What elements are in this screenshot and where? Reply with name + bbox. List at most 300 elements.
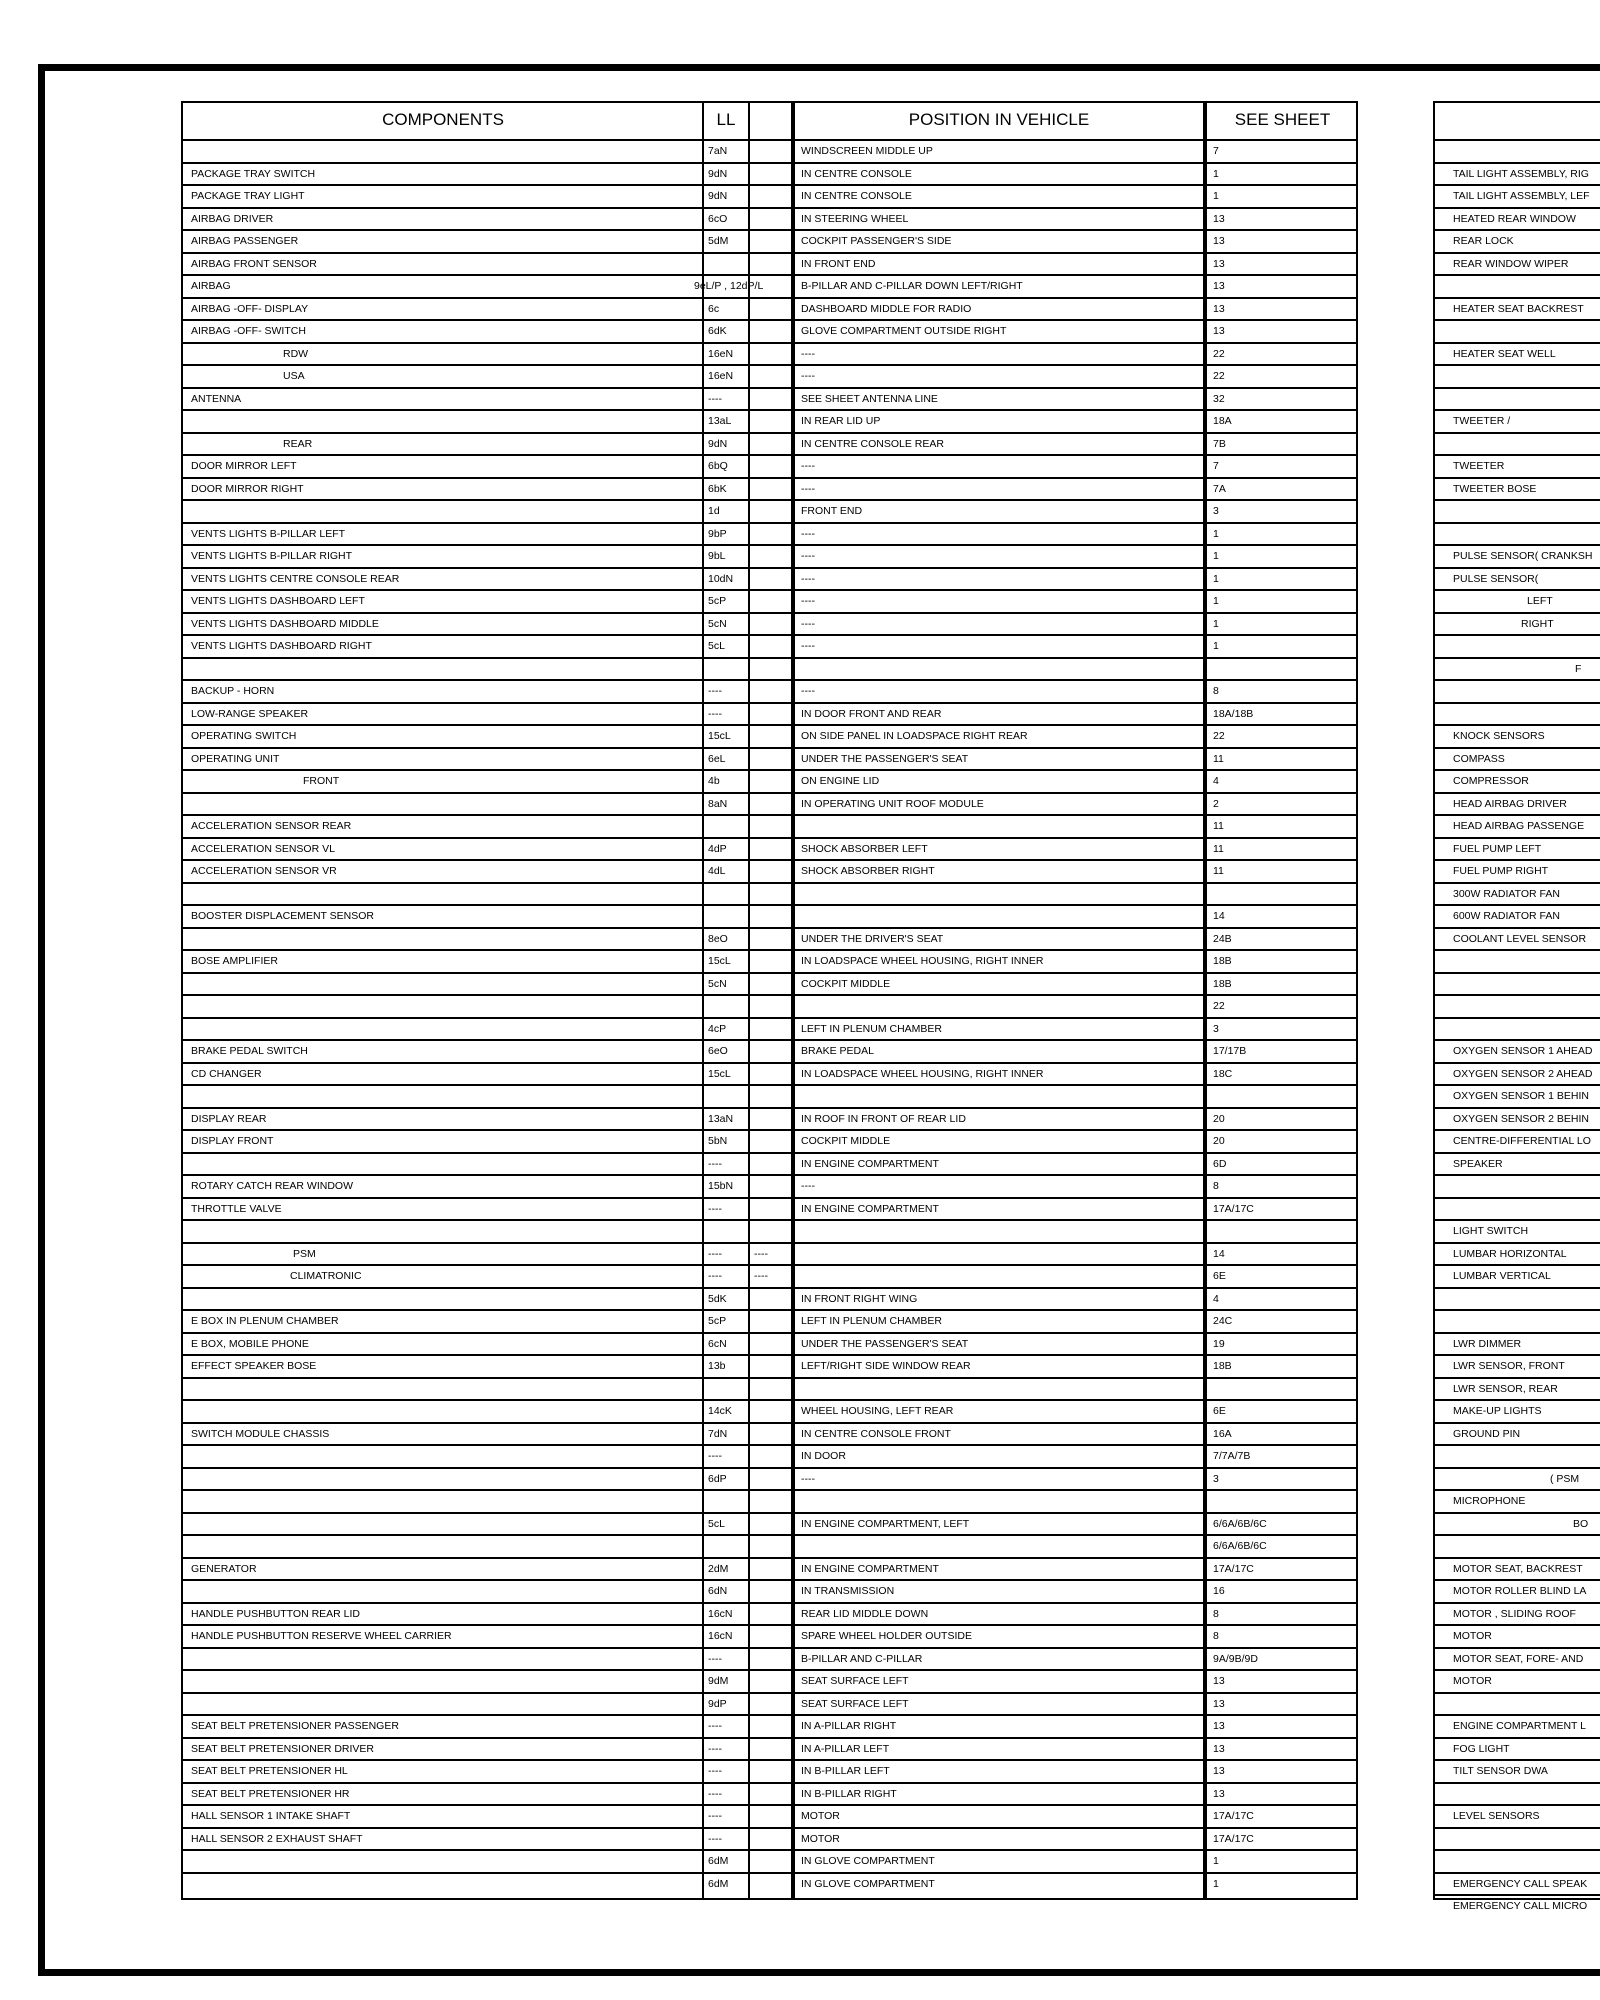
component-cell	[183, 974, 703, 995]
position-cell: BRAKE PEDAL	[801, 1045, 874, 1057]
sheet-cell	[1205, 1379, 1360, 1400]
sheet-cell: 11	[1213, 865, 1224, 877]
extra-cell	[749, 1626, 793, 1647]
sheet-cell: 1	[1213, 167, 1219, 180]
extra-cell	[749, 546, 793, 567]
sheet-cell: 4	[1213, 1292, 1219, 1305]
position-cell: IN B-PILLAR RIGHT	[801, 1787, 897, 1800]
component-cell: HEATER SEAT BACKREST	[1453, 302, 1584, 315]
component-cell: THROTTLE VALVE	[191, 1202, 282, 1215]
table-row	[183, 1444, 1356, 1467]
ll-cell: 4dL	[708, 865, 726, 877]
ll-cell: 6bQ	[708, 460, 728, 472]
sheet-cell	[1205, 1491, 1360, 1512]
sheet-cell: 22	[1213, 1000, 1225, 1012]
table-row	[183, 1849, 1356, 1872]
component-cell: SWITCH MODULE CHASSIS	[191, 1427, 330, 1440]
position-cell: IN ENGINE COMPARTMENT	[801, 1202, 939, 1215]
ll-cell: 9dN	[708, 167, 728, 180]
position-cell: UNDER THE PASSENGER'S SEAT	[801, 752, 969, 765]
position-cell: ----	[801, 595, 815, 607]
table-row	[183, 1264, 1356, 1287]
table-row	[1435, 252, 1600, 275]
extra-cell: ----	[754, 1247, 768, 1260]
component-cell	[183, 1086, 703, 1107]
component-cell	[183, 884, 703, 905]
table-row	[1435, 1354, 1600, 1377]
extra-cell	[749, 1334, 793, 1355]
table-header	[183, 103, 1356, 139]
extra-cell	[749, 434, 793, 455]
table-row	[183, 1692, 1356, 1715]
component-cell	[183, 1019, 703, 1040]
table-row	[1435, 1759, 1600, 1782]
ll-cell: ----	[708, 1202, 722, 1215]
position-cell: ----	[801, 370, 815, 382]
extra-cell	[749, 501, 793, 522]
component-cell: LIGHT SWITCH	[1453, 1225, 1529, 1237]
component-cell: SPEAKER	[1453, 1157, 1503, 1170]
component-cell	[1435, 1784, 1600, 1805]
component-cell	[183, 1851, 703, 1872]
table-row	[1435, 1579, 1600, 1602]
sheet-cell: 4	[1213, 775, 1219, 787]
extra-cell	[749, 1086, 793, 1107]
table-row	[1435, 904, 1600, 927]
component-cell	[183, 1379, 703, 1400]
sheet-cell: 2	[1213, 797, 1219, 810]
position-cell: LEFT IN PLENUM CHAMBER	[801, 1022, 942, 1035]
position-cell	[793, 1086, 1205, 1107]
sheet-cell: 13	[1213, 212, 1225, 225]
table-row	[1435, 139, 1600, 162]
sheet-cell: 13	[1213, 1765, 1225, 1777]
table-row	[1435, 747, 1600, 770]
position-cell	[793, 1379, 1205, 1400]
position-cell: IN FRONT END	[801, 257, 876, 270]
table-row	[1435, 994, 1600, 1017]
table-row	[1435, 949, 1600, 972]
header-see-sheet: SEE SHEET	[1234, 110, 1331, 129]
component-cell	[183, 794, 703, 815]
table-row	[1435, 1827, 1600, 1850]
component-cell: OPERATING UNIT	[191, 752, 280, 765]
position-cell: IN ENGINE COMPARTMENT	[801, 1157, 939, 1170]
component-cell: KNOCK SENSORS	[1453, 730, 1545, 742]
table-row	[183, 949, 1356, 972]
sheet-cell: 32	[1213, 392, 1225, 405]
header-components: COMPONENTS	[382, 110, 504, 129]
position-cell: IN B-PILLAR LEFT	[801, 1765, 890, 1777]
table-row	[183, 207, 1356, 230]
table-row	[1435, 1422, 1600, 1445]
component-cell	[1435, 996, 1600, 1017]
position-cell	[793, 659, 1205, 680]
ll-cell: 15cL	[708, 730, 731, 742]
position-cell	[793, 1491, 1205, 1512]
component-cell	[183, 1221, 703, 1242]
component-cell	[1435, 1829, 1600, 1850]
component-cell: EMERGENCY CALL MICRO	[1453, 1900, 1588, 1912]
component-cell: ANTENNA	[191, 392, 242, 405]
component-cell	[1435, 321, 1600, 342]
component-cell: COMPRESSOR	[1453, 775, 1529, 787]
ll-cell: ----	[708, 1652, 722, 1665]
position-cell: ----	[801, 572, 815, 585]
component-cell: REAR	[283, 437, 313, 450]
extra-cell	[749, 1739, 793, 1760]
table-row	[183, 1354, 1356, 1377]
ll-cell: 2dM	[708, 1562, 729, 1575]
sheet-cell: 17/17B	[1213, 1045, 1247, 1057]
component-cell: OXYGEN SENSOR 2 BEHIN	[1453, 1112, 1589, 1125]
table-row	[183, 814, 1356, 837]
table-row	[183, 1197, 1356, 1220]
table-row	[183, 1669, 1356, 1692]
component-cell: RDW	[283, 347, 309, 360]
table-row	[1435, 567, 1600, 590]
table-row	[183, 1377, 1356, 1400]
component-cell: HANDLE PUSHBUTTON REAR LID	[191, 1607, 361, 1620]
table-row	[1435, 1129, 1600, 1152]
table-row	[183, 1062, 1356, 1085]
table-row	[183, 1759, 1356, 1782]
extra-cell	[749, 254, 793, 275]
component-cell: 600W RADIATOR FAN	[1453, 910, 1560, 922]
table-row	[183, 679, 1356, 702]
component-cell: OXYGEN SENSOR 1 BEHIN	[1453, 1090, 1589, 1102]
ll-cell: ----	[708, 1450, 722, 1462]
component-cell: 300W RADIATOR FAN	[1453, 887, 1560, 900]
extra-cell	[749, 1581, 793, 1602]
component-cell: LUMBAR VERTICAL	[1453, 1270, 1551, 1282]
table-row	[183, 432, 1356, 455]
component-cell: SEAT BELT PRETENSIONER PASSENGER	[191, 1720, 399, 1732]
table-row	[183, 319, 1356, 342]
position-cell: IN GLOVE COMPARTMENT	[801, 1855, 935, 1867]
table-row	[1435, 454, 1600, 477]
ll-cell: 15cL	[708, 955, 731, 967]
extra-cell	[749, 321, 793, 342]
table-row	[183, 589, 1356, 612]
ll-cell: 6dK	[708, 325, 727, 337]
position-cell: ----	[801, 1472, 815, 1485]
ll-cell: 14cK	[708, 1405, 732, 1417]
extra-cell	[749, 726, 793, 747]
table-row	[1435, 1602, 1600, 1625]
extra-cell	[749, 659, 793, 680]
table-row	[1435, 1039, 1600, 1062]
component-cell: USA	[283, 370, 305, 382]
sheet-cell: 7B	[1213, 437, 1226, 450]
component-cell: LOW-RANGE SPEAKER	[191, 707, 309, 720]
component-cell: MOTOR	[1453, 1630, 1492, 1642]
table-row	[1435, 1062, 1600, 1085]
table-row	[183, 634, 1356, 657]
extra-cell	[749, 1379, 793, 1400]
table-row	[183, 162, 1356, 185]
table-row	[183, 657, 1356, 680]
sheet-cell	[1205, 1221, 1360, 1242]
table-row	[1435, 499, 1600, 522]
ll-cell: ----	[708, 1270, 722, 1282]
components-table-continued	[1433, 101, 1600, 1912]
position-cell: SHOCK ABSORBER RIGHT	[801, 865, 935, 877]
extra-cell	[749, 704, 793, 725]
component-cell: TAIL LIGHT ASSEMBLY, LEF	[1453, 190, 1590, 202]
table-row	[1435, 319, 1600, 342]
component-cell: ( PSM	[1550, 1472, 1580, 1485]
component-cell	[183, 1289, 703, 1310]
sheet-cell: 18C	[1213, 1067, 1233, 1080]
component-cell: MOTOR SEAT, FORE- AND	[1453, 1652, 1584, 1665]
position-cell: COCKPIT PASSENGER'S SIDE	[801, 235, 952, 247]
component-cell: HEAD AIRBAG PASSENGE	[1453, 820, 1585, 832]
sheet-cell: 7A	[1213, 482, 1226, 495]
table-row	[183, 1174, 1356, 1197]
table-row	[1435, 1669, 1600, 1692]
ll-cell: 6c	[708, 302, 720, 315]
position-cell: IN DOOR	[801, 1450, 846, 1462]
ll-cell: 9bP	[708, 527, 727, 540]
ll-cell: ----	[708, 1247, 722, 1260]
component-cell: COMPASS	[1453, 752, 1505, 765]
ll-cell: 6eO	[708, 1045, 728, 1057]
component-cell: AIRBAG FRONT SENSOR	[191, 257, 317, 270]
component-cell: AIRBAG	[191, 280, 231, 292]
position-cell: IN FRONT RIGHT WING	[801, 1292, 918, 1305]
position-cell: ON SIDE PANEL IN LOADSPACE RIGHT REAR	[801, 730, 1028, 742]
position-cell: WINDSCREEN MIDDLE UP	[801, 145, 933, 157]
component-cell: MOTOR	[1453, 1675, 1492, 1687]
table-row	[183, 904, 1356, 927]
table-row	[183, 1422, 1356, 1445]
component-cell: TWEETER	[1453, 460, 1505, 472]
position-cell: SPARE WHEEL HOLDER OUTSIDE	[801, 1630, 972, 1642]
sheet-cell: 8	[1213, 1180, 1219, 1192]
table-row	[183, 1827, 1356, 1850]
component-cell: LWR SENSOR, FRONT	[1453, 1360, 1565, 1372]
component-cell: DISPLAY REAR	[191, 1112, 267, 1125]
ll-cell: 6cN	[708, 1337, 727, 1350]
component-cell: PULSE SENSOR(	[1453, 572, 1539, 585]
header-blank	[749, 103, 793, 139]
component-cell: E BOX IN PLENUM CHAMBER	[191, 1315, 339, 1327]
table-row	[1435, 387, 1600, 410]
table-row	[1435, 1849, 1600, 1872]
component-cell: OXYGEN SENSOR 2 AHEAD	[1453, 1067, 1593, 1080]
table-row	[183, 724, 1356, 747]
component-cell: ACCELERATION SENSOR REAR	[191, 820, 352, 832]
extra-cell	[749, 569, 793, 590]
component-cell: GENERATOR	[191, 1562, 257, 1575]
extra-cell	[749, 1356, 793, 1377]
ll-cell: 6dM	[708, 1855, 729, 1867]
table-row	[1435, 814, 1600, 837]
table-row	[1435, 634, 1600, 657]
ll-cell	[703, 1086, 749, 1107]
extra-cell	[749, 839, 793, 860]
position-cell: IN DOOR FRONT AND REAR	[801, 707, 942, 720]
ll-cell: 6bK	[708, 482, 727, 495]
component-cell: AIRBAG -OFF- DISPLAY	[191, 302, 309, 315]
ll-cell: ----	[708, 1810, 722, 1822]
ll-cell: ----	[708, 1787, 722, 1800]
extra-cell	[749, 1694, 793, 1715]
component-cell: DOOR MIRROR LEFT	[191, 460, 297, 472]
sheet-cell: 1	[1213, 1877, 1219, 1890]
extra-cell	[749, 1716, 793, 1737]
table-row	[183, 1782, 1356, 1805]
ll-cell: 10dN	[708, 572, 734, 585]
ll-cell: 4dP	[708, 842, 727, 855]
sheet-cell: 8	[1213, 685, 1219, 697]
table-row	[1435, 1624, 1600, 1647]
component-cell: LUMBAR HORIZONTAL	[1453, 1247, 1567, 1260]
component-cell: VENTS LIGHTS B-PILLAR RIGHT	[191, 550, 353, 562]
extra-cell	[749, 861, 793, 882]
component-cell: LWR SENSOR, REAR	[1453, 1382, 1558, 1395]
table-row	[183, 139, 1356, 162]
component-cell: AIRBAG -OFF- SWITCH	[191, 325, 306, 337]
table-row	[183, 1129, 1356, 1152]
table-row	[1435, 184, 1600, 207]
ll-cell: 5cL	[708, 640, 725, 652]
component-cell	[1435, 704, 1600, 725]
position-cell: MOTOR	[801, 1810, 840, 1822]
table-header	[1435, 103, 1600, 139]
component-cell	[1435, 951, 1600, 972]
table-row	[183, 1872, 1356, 1895]
sheet-cell: 6D	[1213, 1157, 1227, 1170]
sheet-cell: 13	[1213, 235, 1225, 247]
extra-cell	[749, 1761, 793, 1782]
sheet-cell: 17A/17C	[1213, 1202, 1254, 1215]
position-cell: ----	[801, 460, 815, 472]
component-cell	[1435, 389, 1600, 410]
table-row	[183, 792, 1356, 815]
component-cell: TAIL LIGHT ASSEMBLY, RIG	[1453, 167, 1589, 180]
component-cell: PSM	[293, 1247, 316, 1260]
position-cell: ----	[801, 617, 815, 630]
sheet-cell: 6E	[1213, 1270, 1226, 1282]
position-cell: IN LOADSPACE WHEEL HOUSING, RIGHT INNER	[801, 955, 1044, 967]
component-cell: REAR WINDOW WIPER	[1453, 257, 1569, 270]
ll-cell: ----	[708, 1765, 722, 1777]
table-row	[1435, 1332, 1600, 1355]
component-cell: FOG LIGHT	[1453, 1742, 1510, 1755]
extra-cell	[749, 164, 793, 185]
table-row	[1435, 837, 1600, 860]
ll-cell	[703, 1379, 749, 1400]
table-row	[183, 1714, 1356, 1737]
ll-cell: 6dP	[708, 1472, 727, 1485]
table-row	[1435, 769, 1600, 792]
component-cell	[183, 929, 703, 950]
table-row	[183, 544, 1356, 567]
ll-cell: 5cL	[708, 1517, 725, 1530]
sheet-cell: 13	[1213, 302, 1225, 315]
sheet-cell: 7/7A/7B	[1213, 1450, 1251, 1462]
position-cell: LEFT/RIGHT SIDE WINDOW REAR	[801, 1360, 971, 1372]
component-cell: REAR LOCK	[1453, 235, 1514, 247]
table-row	[1435, 544, 1600, 567]
ll-cell: ----	[708, 707, 722, 720]
component-cell	[1435, 366, 1600, 387]
sheet-cell: 17A/17C	[1213, 1562, 1254, 1575]
table-row	[1435, 1264, 1600, 1287]
table-row	[1435, 792, 1600, 815]
extra-cell	[749, 1784, 793, 1805]
component-cell: HEAD AIRBAG DRIVER	[1453, 797, 1567, 810]
component-cell: MOTOR ROLLER BLIND LA	[1453, 1585, 1587, 1597]
sheet-cell: 1	[1213, 190, 1219, 202]
table-row	[1435, 1804, 1600, 1827]
ll-cell: 16cN	[708, 1607, 733, 1620]
sheet-cell: 18B	[1213, 955, 1232, 967]
component-cell: OPERATING SWITCH	[191, 730, 297, 742]
table-row	[1435, 1377, 1600, 1400]
sheet-cell: 20	[1213, 1112, 1225, 1125]
extra-cell	[749, 1064, 793, 1085]
component-cell: BO	[1573, 1517, 1589, 1530]
component-cell	[183, 501, 703, 522]
component-cell: EMERGENCY CALL SPEAK	[1453, 1877, 1588, 1890]
sheet-cell: 1	[1213, 595, 1219, 607]
ll-cell: 16eN	[708, 370, 734, 382]
ll-cell	[703, 1491, 749, 1512]
sheet-cell: 7	[1213, 460, 1219, 472]
table-row	[183, 1737, 1356, 1760]
sheet-cell: 14	[1213, 1247, 1225, 1260]
sheet-cell: 22	[1213, 730, 1225, 742]
ll-cell: 9dN	[708, 437, 728, 450]
component-cell	[1435, 276, 1600, 297]
table-row	[1435, 409, 1600, 432]
sheet-cell: 13	[1213, 1742, 1225, 1755]
component-cell: MOTOR SEAT, BACKREST	[1453, 1562, 1583, 1575]
component-cell: TILT SENSOR DWA	[1453, 1765, 1548, 1777]
ll-cell	[703, 884, 749, 905]
position-cell: IN LOADSPACE WHEEL HOUSING, RIGHT INNER	[801, 1067, 1044, 1080]
component-cell: ROTARY CATCH REAR WINDOW	[191, 1180, 353, 1192]
extra-cell	[749, 524, 793, 545]
table-row	[183, 882, 1356, 905]
component-cell	[1435, 501, 1600, 522]
table-row	[1435, 1309, 1600, 1332]
table-row	[1435, 1782, 1600, 1805]
sheet-cell: 3	[1213, 1472, 1219, 1485]
ll-cell: 5cN	[708, 617, 727, 630]
extra-cell	[749, 906, 793, 927]
component-cell	[183, 1491, 703, 1512]
component-cell: EFFECT SPEAKER BOSE	[191, 1360, 317, 1372]
table-row	[183, 454, 1356, 477]
extra-cell	[749, 1604, 793, 1625]
table-row	[1435, 589, 1600, 612]
extra-cell	[749, 389, 793, 410]
table-row	[183, 364, 1356, 387]
extra-cell	[749, 1311, 793, 1332]
table-row	[183, 342, 1356, 365]
ll-cell: 1d	[708, 505, 720, 517]
sheet-cell: 1	[1213, 527, 1219, 540]
table-row	[183, 1332, 1356, 1355]
table-row	[183, 1624, 1356, 1647]
ll-cell: ----	[708, 1720, 722, 1732]
ll-cell: 7dN	[708, 1427, 728, 1440]
table-row	[1435, 1017, 1600, 1040]
